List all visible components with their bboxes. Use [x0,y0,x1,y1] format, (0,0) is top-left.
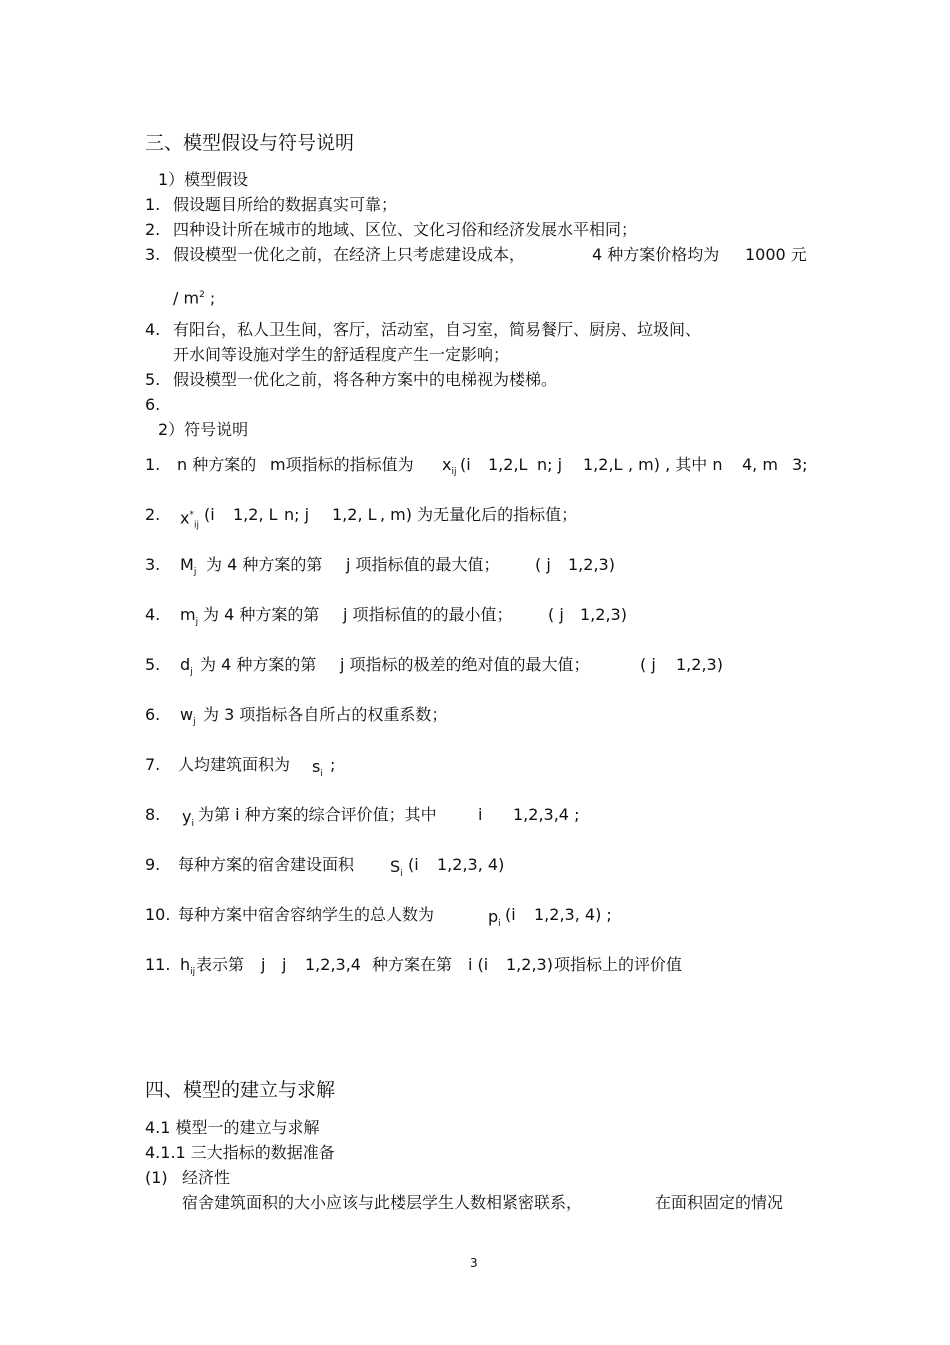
assumption-text: 有阳台，私人卫生间，客厅，活动室，自习室，简易餐厅、厨房、垃圾间、 [173,320,702,339]
symbol-text: 为第 i 种方案的综合评价值；其中 [198,805,437,824]
symbol-text: j [282,955,287,974]
assumption-text: 四种设计所在城市的地域、区位、文化习俗和经济发展水平相同； [173,220,638,239]
page-number: 3 [470,1256,478,1270]
symbol-text: 1,2,3,4 [305,955,361,974]
symbol-variable: $S_i$ [390,857,403,880]
symbol-text: j 项指标的极差的绝对值的最大值； [340,655,590,674]
symbol-text: 1,2,3) [568,555,615,574]
symbol-text: n 种方案的 [177,455,257,474]
assumption-text: 假设模型一优化之前，将各种方案中的电梯视为楼梯。 [173,370,558,389]
paragraph-text: 在面积固定的情况 [655,1193,784,1212]
symbol-text: n; j [537,455,563,474]
symbol-text: (i [460,455,471,474]
symbol-text: i (i [468,955,489,974]
symbol-text: , m) 为无量化后的指标值； [380,505,578,524]
assumption-unit: / $m^2$ ; [173,288,216,308]
symbol-number: 10. [145,905,171,924]
symbol-variable: $d_j$ [180,655,193,678]
symbol-text: 项指标上的评价值 [554,955,683,974]
section-title: 四、模型的建立与求解 [145,1079,336,1101]
symbol-text: 1,2,3, 4) ; [534,905,612,924]
symbol-text: 每种方案中宿舍容纳学生的总人数为 [178,905,435,924]
assumption-number: 4. [145,320,161,339]
symbol-number: 11. [145,955,171,974]
item-number: (1) [145,1168,168,1187]
symbol-text: 1,2, L [332,505,377,524]
symbol-text: ; [330,755,336,774]
symbol-text: (i [204,505,215,524]
symbol-text: 为 4 种方案的第 [206,555,323,574]
symbol-variable: $y_i$ [182,807,194,830]
symbol-text: (i [505,905,516,924]
symbol-variable: $s_i$ [312,757,323,780]
assumption-number: 5. [145,370,161,389]
symbol-text: ( j [640,655,656,674]
symbol-number: 3. [145,555,161,574]
symbol-number: 7. [145,755,161,774]
symbol-text: (i [408,855,419,874]
symbol-number: 8. [145,805,161,824]
assumption-text: 假设模型一优化之前，在经济上只考虑建设成本， [173,245,526,264]
symbol-text: 1,2,3,4 ; [513,805,580,824]
assumption-text: 4 种方案价格均为 [592,245,720,264]
symbol-text: 种方案在第 [372,955,453,974]
symbol-text: 1,2,3, 4) [437,855,505,874]
assumption-text-continued: 开水间等设施对学生的舒适程度产生一定影响； [173,345,510,364]
symbol-variable: $h_{ij}$ [180,955,196,978]
assumption-text: 假设题目所给的数据真实可靠； [173,195,398,214]
symbol-text: 1,2, L [233,505,278,524]
symbol-number: 4. [145,605,161,624]
symbol-text: , m) , 其中 n [628,455,723,474]
symbol-text: ( j [548,605,564,624]
symbol-text: 为 4 种方案的第 [203,605,320,624]
symbol-variable: $x^*_{ij}$ [180,508,199,531]
symbol-text: j 项指标值的最大值； [346,555,500,574]
symbol-text: 1,2,L [583,455,623,474]
subsubsection-title: 4.1.1 三大指标的数据准备 [145,1143,335,1162]
symbol-text: ( j [535,555,551,574]
symbol-variable: $m_j$ [180,605,199,628]
symbol-variable: $x_{ij}$ [442,455,457,478]
section-title: 三、模型假设与符号说明 [145,132,355,154]
assumptions-heading: 1）模型假设 [158,170,249,189]
symbol-text: j 项指标值的的最小值； [343,605,513,624]
symbol-text: 1,2,3) [506,955,553,974]
symbol-variable: $p_i$ [488,907,501,930]
assumption-number: 3. [145,245,161,264]
symbol-number: 9. [145,855,161,874]
item-heading: 经济性 [182,1168,231,1187]
symbol-text: i [478,805,483,824]
symbol-text: j [261,955,266,974]
symbol-text: 为 3 项指标各自所占的权重系数； [203,705,448,724]
symbol-text: 为 4 种方案的第 [200,655,317,674]
symbol-number: 1. [145,455,161,474]
symbol-text: 表示第 [196,955,245,974]
assumption-number: 6. [145,395,161,414]
symbol-text: 1,2,3) [580,605,627,624]
symbol-text: n; j [284,505,310,524]
symbol-text: 4, m [742,455,778,474]
paragraph-text: 宿舍建筑面积的大小应该与此楼层学生人数相紧密联系， [182,1193,583,1212]
subsection-title: 4.1 模型一的建立与求解 [145,1118,320,1137]
symbol-number: 5. [145,655,161,674]
symbol-number: 6. [145,705,161,724]
symbol-variable: $w_j$ [180,705,196,728]
symbol-text: 1,2,3) [676,655,723,674]
symbol-text: 1,2,L [488,455,528,474]
symbol-text: 3; [792,455,808,474]
symbol-number: 2. [145,505,161,524]
assumption-value: 1000 元 [745,245,807,264]
symbol-text: 人均建筑面积为 [178,755,291,774]
assumption-number: 1. [145,195,161,214]
symbol-text: 每种方案的宿舍建设面积 [178,855,355,874]
symbol-variable: $M_j$ [180,555,197,578]
assumption-number: 2. [145,220,161,239]
symbols-heading: 2）符号说明 [158,420,249,439]
symbol-text: m项指标的指标值为 [270,455,414,474]
